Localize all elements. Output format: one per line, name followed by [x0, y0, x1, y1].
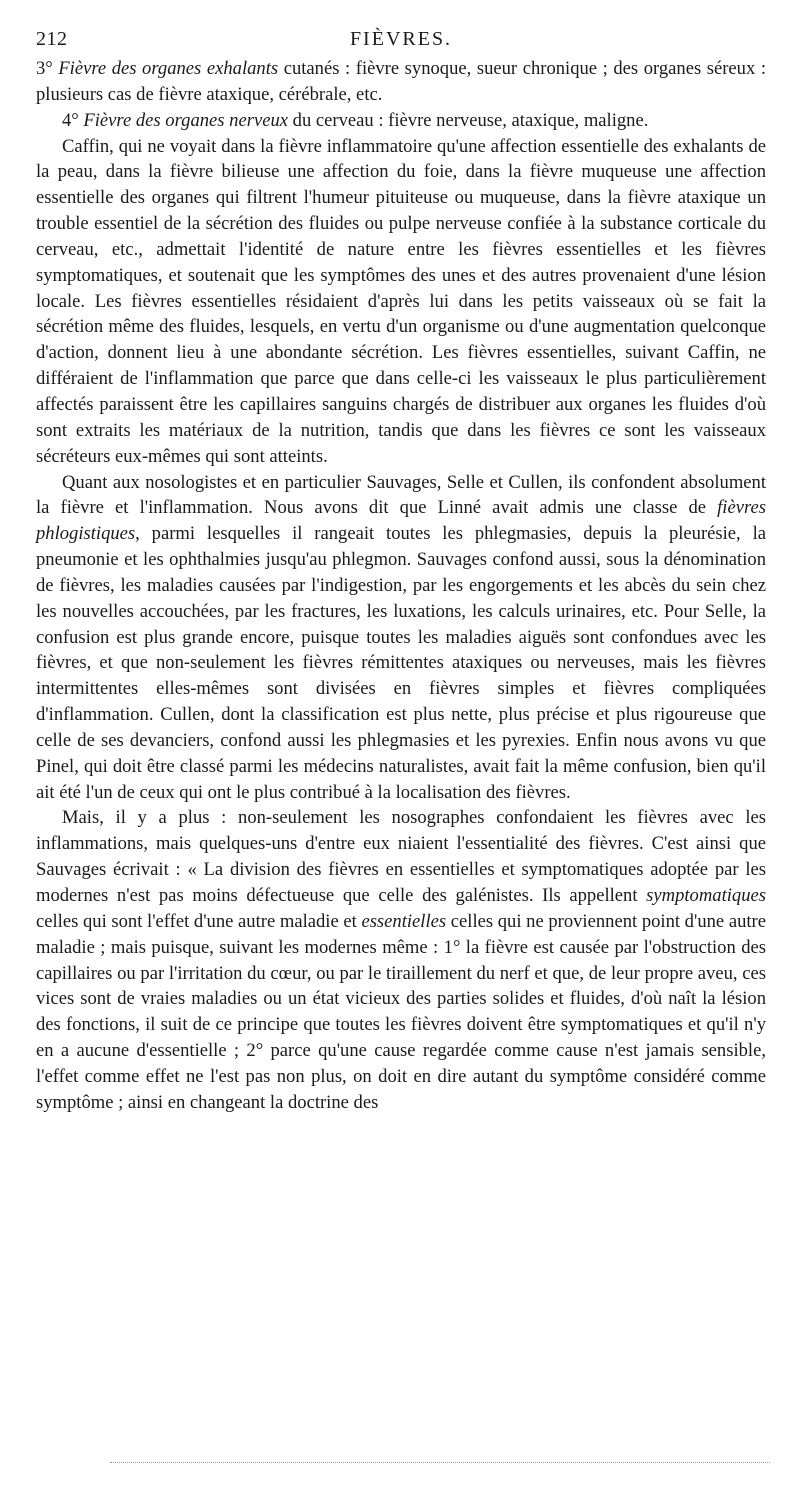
text-run: 3°: [36, 58, 59, 79]
italic-term: symptomatiques: [646, 885, 766, 906]
text-run: 4°: [62, 109, 84, 131]
text-run: Caffin, qui ne voyait dans la fièvre inflammatoire qu'une affection essentielle des exhalants de la peau, dans la fièvre bilieuse une affection du foie, dans la fièvre muqueuse une affection essentielle des organes qui filtrent l'humeur pituiteuse ou muqueuse, dans la fièvre ataxique un trouble essentiel de la sécrétion des fluides ou pulpe nerveuse confiée à la substance corticale du cerveau, etc., admettait l'identité de nature entre les fièvres essentielles et les fièvres symptomatiques, et soutenait que les symptômes des unes et des autres provenaient d'une lésion locale. Les fièvres essentielles résidaient d'après lui dans les petits vaisseaux où se fait la sécrétion même des fluides, lesquels, en vertu d'un organisme ou d'une augmentation quelconque d'action, donnent lieu à une abondante sécrétion. Les fièvres essentielles, suivant Caffin, ne différaient de l'inflammation que parce que dans celle-ci les vaisseaux le plus particulièrement affectés paraissent être les capillaires sanguins chargés de distribuer aux organes les fluides d'où sont extraits les matériaux de la nutrition, tandis que dans les fièvres ce sont les vaisseaux sécréteurs eux-mêmes qui sont atteints.: [36, 135, 766, 467]
running-head: [36, 22, 766, 56]
paragraph-sauvages-quote: [36, 805, 766, 1115]
body-text: [36, 56, 766, 1116]
paragraph-nosologistes: [36, 470, 766, 806]
text-run: celles qui ne proviennent point d'une autre maladie ; mais puisque, suivant les modernes même : 1° la fièvre est causée par l'obstruction des capillaires ou par l'irritation du cœur, ou par le tiraillement du nerf et que, de leur propre aveu, ces vices sont de vraies maladies ou un état vicieux des parties solides et fluides, d'où naît la lésion des fonctions, il suit de ce principe que toutes les fièvres doivent être symptomatiques et qu'il n'y en a aucune d'essentielle ; 2° parce qu'une cause regardée comme cause n'est jamais sensible, l'effet comme effet ne l'est pas non plus, on doit en dire autant du symptôme considéré comme symptôme ; ainsi en changeant la doctrine des: [36, 910, 766, 1113]
running-title: FIÈVRES.: [349, 28, 453, 50]
paragraph-fievre-organes-nerveux: [36, 108, 766, 134]
italic-term: fièvres phlogistiques: [36, 497, 766, 545]
text-run: Mais, il y a plus : non-seulement les nosographes confondaient les fièvres avec les inflammations, mais quelques-uns d'entre eux niaient l'essentialité des fièvres. C'est ainsi que Sauvages écrivait : « La division des fièvres en essentielles et symptomatiques adoptée par les modernes n'est pas moins défectueuse que celle des galénistes. Ils appellent: [36, 807, 766, 906]
italic-term: essentielles: [361, 910, 447, 932]
text-run: Quant aux nosologistes et en particulier Sauvages, Selle et Cullen, ils confondent absolument la fièvre et l'inflammation. Nous avons dit que Linné avait admis une classe de: [36, 471, 766, 519]
paragraph-caffin: [36, 134, 766, 470]
paragraph-fievre-organes-exhalants: [36, 56, 766, 108]
text-run: cutanés : fièvre synoque, sueur chronique ; des organes séreux : plusieurs cas de fièvre ataxique, cérébrale, etc.: [36, 58, 767, 105]
page-number: 212: [36, 28, 68, 50]
text-run: , parmi lesquelles il rangeait toutes les phlegmasies, depuis la pleurésie, la pneumonie et les ophthalmies jusqu'au phlegmon. Sauvages confond aussi, sous la dénomination de fièvres, les maladies causées par l'indigestion, par les engorgements et les abcès du sein chez les nouvelles accouchées, par les fractures, les luxations, les calculs urinaires, etc. Pour Selle, la confusion est plus grande encore, puisque toutes les maladies aiguës sont confondues avec les fièvres, et que non-seulement les fièvres rémittentes ataxiques ou nerveuses, mais les fièvres intermittentes elles-mêmes sont divisées en fièvres simples et fièvres compliquées d'inflammation. Cullen, dont la classification est plus nette, plus précise et plus rigoureuse que celle de ses devanciers, confond aussi les phlegmasies et les pyrexies. Enfin nous avons vu que Pinel, qui doit être classé parmi les médecins naturalistes, avait fait la même confusion, bien qu'il ait été l'un de ceux qui ont le plus contribué à la localisation des fièvres.: [36, 523, 766, 803]
italic-term: Fièvre des organes exhalants: [58, 58, 279, 79]
book-page: [36, 22, 766, 1116]
italic-term: Fièvre des organes nerveux: [83, 109, 289, 131]
bottom-dotted-rule: [110, 1462, 770, 1463]
text-run: celles qui sont l'effet d'une autre maladie et: [36, 910, 362, 932]
text-run: du cerveau : fièvre nerveuse, ataxique, maligne.: [288, 109, 649, 131]
